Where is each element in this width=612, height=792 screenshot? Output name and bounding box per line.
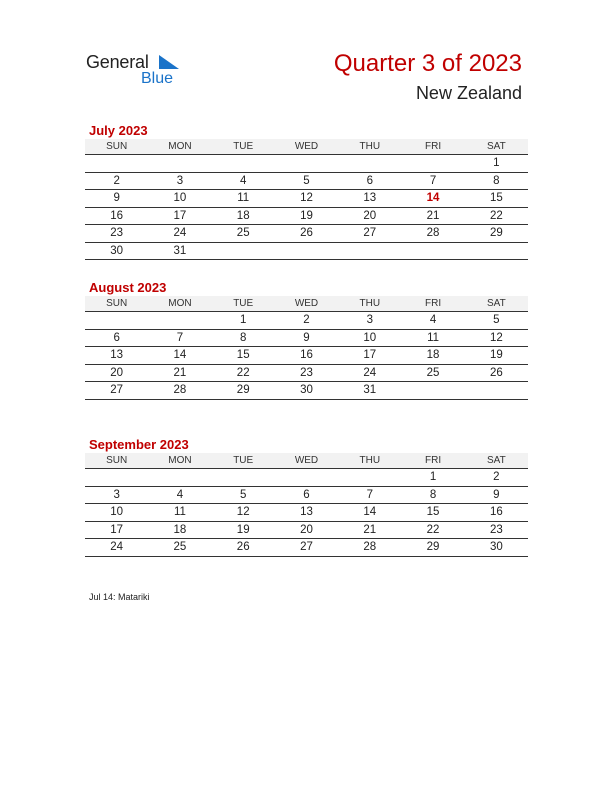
weekday-header: MON	[148, 453, 211, 469]
empty-day-cell	[401, 242, 464, 260]
weekday-header: SUN	[85, 139, 148, 155]
weekday-header: SUN	[85, 453, 148, 469]
month-august	[85, 279, 528, 400]
day-cell: 4	[148, 486, 211, 504]
day-cell: 22	[401, 521, 464, 539]
empty-day-cell	[212, 469, 275, 487]
day-cell: 4	[401, 312, 464, 330]
day-cell: 3	[148, 172, 211, 190]
week-row	[85, 155, 528, 173]
day-cell: 20	[275, 521, 338, 539]
day-cell: 11	[148, 504, 211, 522]
day-cell: 23	[275, 364, 338, 382]
weekday-header: FRI	[401, 453, 464, 469]
day-cell: 5	[465, 312, 528, 330]
day-cell: 2	[275, 312, 338, 330]
day-cell: 6	[275, 486, 338, 504]
empty-day-cell	[465, 382, 528, 400]
day-cell: 14	[338, 504, 401, 522]
day-cell: 23	[85, 225, 148, 243]
empty-day-cell	[148, 312, 211, 330]
day-cell: 24	[85, 539, 148, 557]
empty-day-cell	[275, 155, 338, 173]
weekday-header: TUE	[212, 139, 275, 155]
day-cell: 8	[212, 329, 275, 347]
calendar-grid	[85, 453, 528, 557]
week-row	[85, 469, 528, 487]
day-cell: 26	[212, 539, 275, 557]
day-cell: 24	[148, 225, 211, 243]
day-cell: 18	[212, 207, 275, 225]
day-cell: 10	[338, 329, 401, 347]
weekday-header: MON	[148, 139, 211, 155]
month-title: August 2023	[89, 280, 167, 295]
day-cell: 21	[338, 521, 401, 539]
day-cell: 4	[212, 172, 275, 190]
weekday-header-row	[85, 296, 528, 312]
day-cell: 30	[85, 242, 148, 260]
day-cell: 21	[148, 364, 211, 382]
weekday-header: TUE	[212, 453, 275, 469]
weekday-header: THU	[338, 296, 401, 312]
day-cell: 15	[212, 347, 275, 365]
day-cell: 29	[212, 382, 275, 400]
day-cell: 7	[148, 329, 211, 347]
day-cell: 7	[338, 486, 401, 504]
day-cell: 20	[85, 364, 148, 382]
logo-general-text: General	[86, 52, 149, 72]
day-cell: 2	[465, 469, 528, 487]
day-cell: 13	[338, 190, 401, 208]
week-row	[85, 364, 528, 382]
day-cell: 19	[212, 521, 275, 539]
day-cell: 18	[148, 521, 211, 539]
day-cell: 15	[401, 504, 464, 522]
generalblue-logo	[86, 52, 196, 92]
day-cell: 25	[401, 364, 464, 382]
weekday-header: WED	[275, 139, 338, 155]
day-cell: 12	[275, 190, 338, 208]
weekday-header: SUN	[85, 296, 148, 312]
empty-day-cell	[338, 242, 401, 260]
day-cell: 12	[465, 329, 528, 347]
day-cell: 15	[465, 190, 528, 208]
holiday-day-cell: 14	[401, 190, 464, 208]
weekday-header-row	[85, 139, 528, 155]
day-cell: 1	[212, 312, 275, 330]
logo-blue-text: Blue	[141, 70, 174, 87]
weekday-header: SAT	[465, 296, 528, 312]
day-cell: 27	[338, 225, 401, 243]
day-cell: 25	[212, 225, 275, 243]
day-cell: 31	[338, 382, 401, 400]
day-cell: 3	[338, 312, 401, 330]
day-cell: 29	[465, 225, 528, 243]
weekday-header-row	[85, 453, 528, 469]
day-cell: 11	[212, 190, 275, 208]
empty-day-cell	[148, 155, 211, 173]
weekday-header: THU	[338, 139, 401, 155]
day-cell: 30	[275, 382, 338, 400]
empty-day-cell	[338, 469, 401, 487]
day-cell: 5	[275, 172, 338, 190]
day-cell: 17	[85, 521, 148, 539]
weekday-header: SAT	[465, 453, 528, 469]
weekday-header: WED	[275, 453, 338, 469]
weekday-header: FRI	[401, 296, 464, 312]
day-cell: 6	[85, 329, 148, 347]
day-cell: 28	[401, 225, 464, 243]
day-cell: 8	[465, 172, 528, 190]
day-cell: 30	[465, 539, 528, 557]
week-row	[85, 539, 528, 557]
day-cell: 5	[212, 486, 275, 504]
country-name: New Zealand	[415, 83, 522, 103]
day-cell: 9	[465, 486, 528, 504]
holiday-note: Jul 14: Matariki	[89, 592, 150, 602]
week-row	[85, 504, 528, 522]
calendar-grid	[85, 296, 528, 400]
day-cell: 13	[275, 504, 338, 522]
week-row	[85, 190, 528, 208]
day-cell: 1	[465, 155, 528, 173]
empty-day-cell	[275, 242, 338, 260]
holiday-notes	[89, 592, 150, 602]
week-row	[85, 329, 528, 347]
day-cell: 28	[338, 539, 401, 557]
day-cell: 21	[401, 207, 464, 225]
day-cell: 10	[85, 504, 148, 522]
calendar-grid	[85, 139, 528, 260]
empty-day-cell	[401, 382, 464, 400]
day-cell: 16	[85, 207, 148, 225]
day-cell: 18	[401, 347, 464, 365]
week-row	[85, 225, 528, 243]
month-title: July 2023	[89, 123, 148, 138]
day-cell: 26	[275, 225, 338, 243]
day-cell: 8	[401, 486, 464, 504]
day-cell: 19	[275, 207, 338, 225]
day-cell: 12	[212, 504, 275, 522]
week-row	[85, 172, 528, 190]
week-row	[85, 207, 528, 225]
day-cell: 16	[465, 504, 528, 522]
day-cell: 27	[275, 539, 338, 557]
month-title: September 2023	[89, 437, 189, 452]
month-july	[85, 122, 528, 260]
day-cell: 27	[85, 382, 148, 400]
day-cell: 19	[465, 347, 528, 365]
weekday-header: WED	[275, 296, 338, 312]
week-row	[85, 312, 528, 330]
day-cell: 25	[148, 539, 211, 557]
day-cell: 16	[275, 347, 338, 365]
empty-day-cell	[212, 242, 275, 260]
weekday-header: THU	[338, 453, 401, 469]
weekday-header: MON	[148, 296, 211, 312]
empty-day-cell	[85, 155, 148, 173]
day-cell: 31	[148, 242, 211, 260]
empty-day-cell	[465, 242, 528, 260]
day-cell: 3	[85, 486, 148, 504]
weekday-header: TUE	[212, 296, 275, 312]
day-cell: 9	[275, 329, 338, 347]
day-cell: 17	[148, 207, 211, 225]
day-cell: 24	[338, 364, 401, 382]
day-cell: 11	[401, 329, 464, 347]
logo-triangle-icon	[159, 55, 179, 69]
day-cell: 9	[85, 190, 148, 208]
day-cell: 22	[465, 207, 528, 225]
weekday-header: FRI	[401, 139, 464, 155]
week-row	[85, 382, 528, 400]
page-title: Quarter 3 of 2023	[333, 50, 522, 77]
empty-day-cell	[212, 155, 275, 173]
empty-day-cell	[148, 469, 211, 487]
day-cell: 7	[401, 172, 464, 190]
day-cell: 28	[148, 382, 211, 400]
month-september	[85, 436, 528, 557]
day-cell: 26	[465, 364, 528, 382]
empty-day-cell	[401, 155, 464, 173]
day-cell: 6	[338, 172, 401, 190]
week-row	[85, 242, 528, 260]
day-cell: 20	[338, 207, 401, 225]
week-row	[85, 521, 528, 539]
weekday-header: SAT	[465, 139, 528, 155]
day-cell: 14	[148, 347, 211, 365]
empty-day-cell	[338, 155, 401, 173]
empty-day-cell	[85, 469, 148, 487]
day-cell: 29	[401, 539, 464, 557]
day-cell: 22	[212, 364, 275, 382]
day-cell: 23	[465, 521, 528, 539]
day-cell: 10	[148, 190, 211, 208]
week-row	[85, 347, 528, 365]
day-cell: 1	[401, 469, 464, 487]
empty-day-cell	[85, 312, 148, 330]
week-row	[85, 486, 528, 504]
day-cell: 17	[338, 347, 401, 365]
day-cell: 13	[85, 347, 148, 365]
empty-day-cell	[275, 469, 338, 487]
day-cell: 2	[85, 172, 148, 190]
